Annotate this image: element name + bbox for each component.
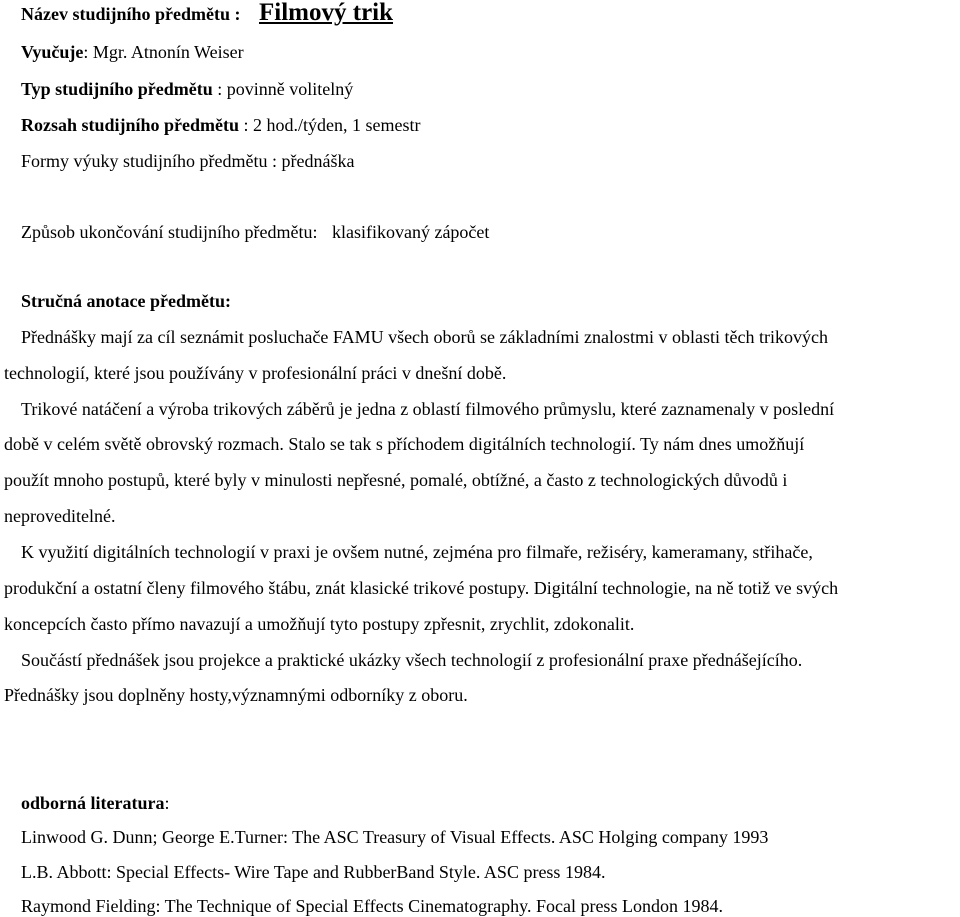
type-value: : povinně volitelný [212, 79, 354, 99]
course-name-row [21, 2, 393, 25]
annotation-line: neproveditelné. [4, 506, 116, 526]
annotation-line: produkční a ostatní členy filmového štábu, znát klasické trikové postupy. Digitální technologie, na ně totiž ve svých [4, 578, 839, 598]
annotation-line: Přednášky jsou doplněny hosty,významnými odborníky z oboru. [4, 685, 468, 705]
forms-row [21, 150, 354, 172]
scope-value: : 2 hod./týden, 1 semestr [239, 115, 421, 135]
literature-heading-colon: : [164, 793, 170, 813]
completion-row [21, 221, 489, 243]
annotation-line: době v celém světě obrovský rozmach. Stalo se tak s příchodem digitálních technologií. Ty nám dnes umožňují [4, 434, 805, 454]
course-name-label: Název studijního předmětu : [21, 4, 241, 24]
annotation-line: Součástí přednášek jsou projekce a praktické ukázky všech technologií z profesionální praxe přednášejícího. [21, 650, 803, 670]
annotation-line: použít mnoho postupů, které byly v minulosti nepřesné, pomalé, obtížné, a často z technologických důvodů i [4, 470, 788, 490]
type-label: Typ studijního předmětu [21, 79, 213, 99]
forms-label: Formy výuky studijního předmětu [21, 151, 268, 171]
teacher-label: Vyučuje [21, 42, 84, 62]
scope-row [21, 114, 421, 136]
completion-label: Způsob ukončování studijního předmětu: [21, 222, 318, 242]
annotation-line: Trikové natáčení a výroba trikových záběrů je jedna z oblastí filmového průmyslu, které zaznamenaly v poslední [21, 399, 835, 419]
teacher-value: : Mgr. Atnonín Weiser [83, 42, 244, 62]
annotation-line: koncepcích často přímo navazují a umožňují tyto postupy zpřesnit, zrychlit, zdokonalit. [4, 614, 635, 634]
annotation-line: K využití digitálních technologií v praxi je ovšem nutné, zejména pro filmaře, režiséry, kameramany, střihače, [21, 542, 813, 562]
forms-value: : přednáška [267, 151, 355, 171]
literature-item: Raymond Fielding: The Technique of Special Effects Cinematography. Focal press London 1984. [21, 896, 723, 916]
literature-heading-row [21, 792, 170, 814]
scope-label: Rozsah studijního předmětu [21, 115, 240, 135]
literature-item: Linwood G. Dunn; George E.Turner: The ASC Treasury of Visual Effects. ASC Holging company 1993 [21, 827, 769, 847]
type-row [21, 78, 353, 100]
course-name: Filmový trik [259, 0, 394, 26]
completion-value: klasifikovaný zápočet [331, 222, 490, 242]
literature-heading: odborná literatura [21, 793, 165, 813]
literature-item: L.B. Abbott: Special Effects- Wire Tape and RubberBand Style. ASC press 1984. [21, 862, 606, 882]
annotation-line: Přednášky mají za cíl seznámit posluchače FAMU všech oborů se základními znalostmi v oblasti těch trikových [21, 327, 828, 347]
annotation-line: technologií, které jsou používány v profesionální práci v dnešní době. [4, 363, 507, 383]
annotation-heading: Stručná anotace předmětu: [21, 291, 231, 311]
teacher-row [21, 41, 244, 63]
